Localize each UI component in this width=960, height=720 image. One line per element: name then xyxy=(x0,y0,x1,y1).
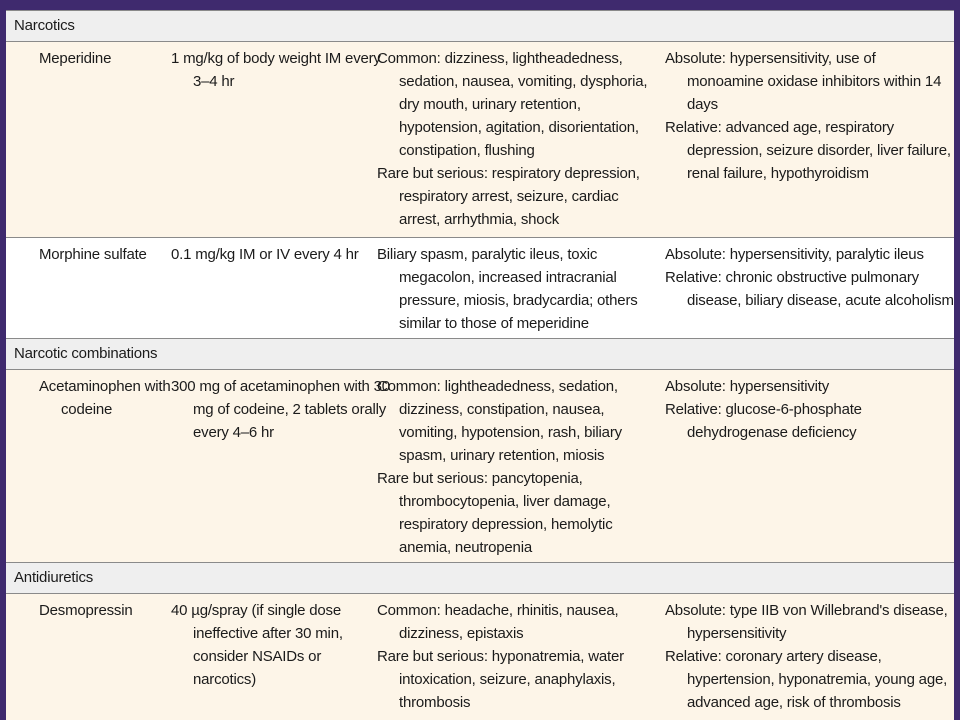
section-label: Narcotics xyxy=(14,17,75,34)
adverse-rare: Rare but serious: respiratory depression, respiratory arrest, seizure, cardiac arrest, arrhythmia, shock xyxy=(377,165,640,228)
table-row-desmopressin xyxy=(6,594,954,720)
drug-dose: 40 µg/spray (if single dose ineffective after 30 min, consider NSAIDs or narcotics) xyxy=(171,602,343,688)
section-label: Narcotic combinations xyxy=(14,345,158,362)
contra-absolute: Absolute: type IIB von Willebrand's disease, hypersensitivity xyxy=(665,602,948,642)
drug-name: Meperidine xyxy=(39,50,112,67)
contraindications xyxy=(665,243,954,312)
drug-name: Desmopressin xyxy=(39,602,133,619)
section-header-narcotic-combinations xyxy=(6,338,954,370)
adverse-common: Common: lightheadedness, sedation, dizziness, constipation, nausea, vomiting, hypotension, rash, biliary spasm, urinary retention, miosis xyxy=(377,378,622,464)
table-row-meperidine xyxy=(6,42,954,238)
adverse-common: Common: headache, rhinitis, nausea, dizziness, epistaxis xyxy=(377,602,619,642)
section-header-narcotics xyxy=(6,10,954,42)
adverse-common: Common: dizziness, lightheadedness, sedation, nausea, vomiting, dysphoria, dry mouth, urinary retention, hypotension, agitation, disorientation, constipation, flushing xyxy=(377,50,648,159)
contra-relative: Relative: glucose-6-phosphate dehydrogenase deficiency xyxy=(665,401,862,441)
contraindications xyxy=(665,47,954,185)
table-row-morphine xyxy=(6,238,954,346)
contra-absolute: Absolute: hypersensitivity, use of monoamine oxidase inhibitors within 14 days xyxy=(665,50,942,113)
adverse-rare: Rare but serious: hyponatremia, water intoxication, seizure, anaphylaxis, thrombosis xyxy=(377,648,624,711)
drug-table xyxy=(6,10,954,720)
contraindications xyxy=(665,599,954,714)
contra-relative: Relative: coronary artery disease, hypertension, hyponatremia, young age, advanced age, risk of thrombosis xyxy=(665,648,948,711)
section-label: Antidiuretics xyxy=(14,569,94,586)
adverse-summary: Biliary spasm, paralytic ileus, toxic megacolon, increased intracranial pressure, miosis, bradycardia; others similar to those of meperidine xyxy=(377,246,638,332)
contra-absolute: Absolute: hypersensitivity xyxy=(665,378,830,395)
contra-relative: Relative: advanced age, respiratory depression, seizure disorder, liver failure, renal failure, hypothyroidism xyxy=(665,119,951,182)
adverse-effects xyxy=(377,599,662,714)
drug-name: Acetaminophen with codeine xyxy=(39,378,171,418)
drug-dose: 0.1 mg/kg IM or IV every 4 hr xyxy=(171,246,359,263)
drug-dose: 1 mg/kg of body weight IM every 3–4 hr xyxy=(171,50,381,90)
section-header-antidiuretics xyxy=(6,562,954,594)
adverse-effects xyxy=(377,47,662,231)
adverse-effects xyxy=(377,243,662,335)
adverse-effects xyxy=(377,375,662,559)
drug-name: Morphine sulfate xyxy=(39,246,147,263)
drug-dose: 300 mg of acetaminophen with 30 mg of codeine, 2 tablets orally every 4–6 hr xyxy=(171,378,390,441)
adverse-rare: Rare but serious: pancytopenia, thrombocytopenia, liver damage, respiratory depression, hemolytic anemia, neutropenia xyxy=(377,470,613,556)
contraindications xyxy=(665,375,954,444)
table-row-acetaminophen-codeine xyxy=(6,370,954,566)
contra-relative: Relative: chronic obstructive pulmonary disease, biliary disease, acute alcoholism xyxy=(665,269,954,309)
contra-absolute: Absolute: hypersensitivity, paralytic ileus xyxy=(665,246,924,263)
